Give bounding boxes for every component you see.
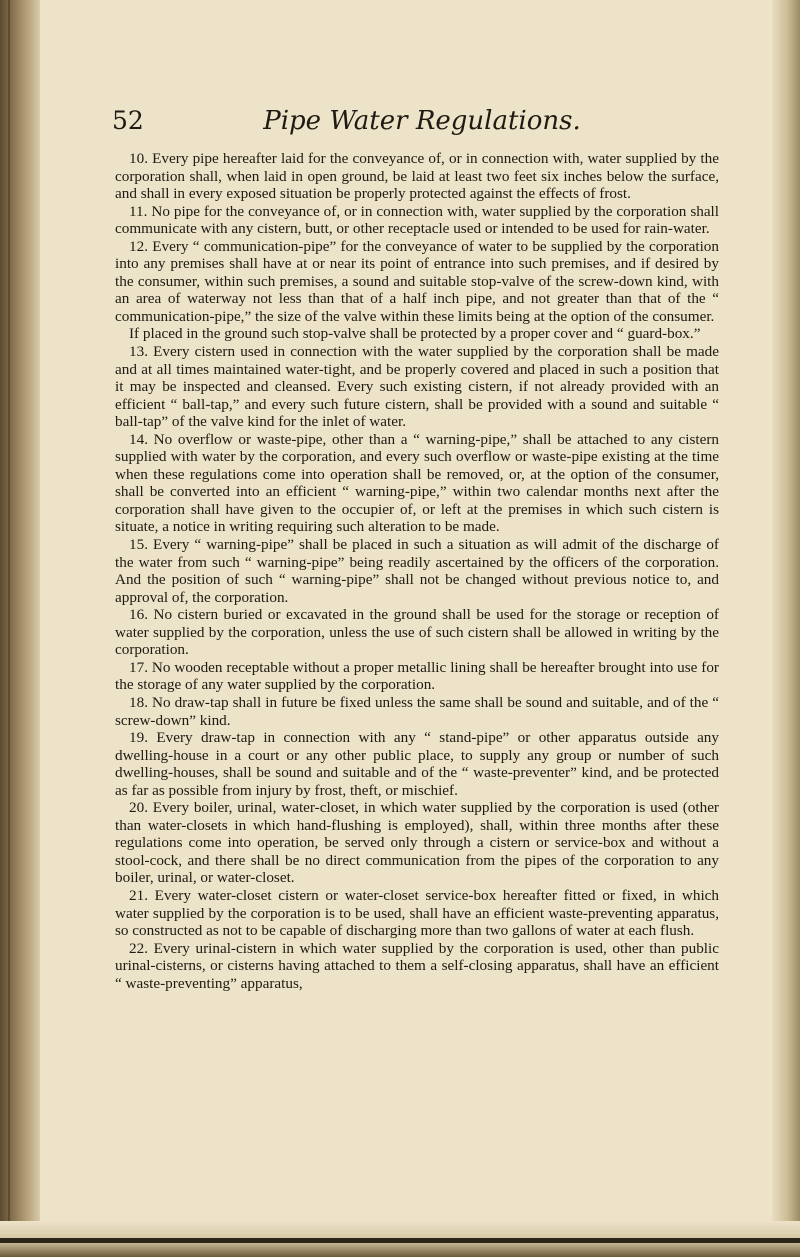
regulation-21: 21. Every water-closet cistern or water-closet service-box hereafter fitted or fixed, in which water supplied by the corporation is to be used, shall have an efficient waste-preventing apparatus, so constructed as not to be capable of discharging more than two gallons of water at each flush. — [115, 886, 719, 940]
regulation-14: 14. No overflow or waste-pipe, other than a “ warning-pipe,” shall be attached to any cistern supplied with water by the corporation, and every such overflow or waste-pipe existing at the time when these regulations come into operation shall be removed, or, at the option of the consumer, shall be converted into an efficient “ warning-pipe,” within two calendar months next after the corporation shall have given to the occupier of, or left at the premises in which such cistern is situate, a notice in writing requiring such alteration to be made. — [115, 430, 719, 536]
regulation-19: 19. Every draw-tap in connection with any “ stand-pipe” or other apparatus outside any dwelling-house in a court or any other public place, to supply any group or number of such dwelling-houses, shall be sound and suitable and of the “ waste-preventer” kind, and be protected as far as possible from injury by frost, theft, or mischief. — [115, 729, 719, 799]
bottom-divider — [0, 1238, 800, 1243]
regulation-22: 22. Every urinal-cistern in which water supplied by the corporation is used, other than public urinal-cisterns, or cisterns having attached to them a self-closing apparatus, shall have an efficient “ waste-preventing” apparatus, — [115, 939, 719, 992]
regulations-text — [115, 150, 719, 992]
page-number: 52 — [112, 106, 144, 135]
regulation-18: 18. No draw-tap shall in future be fixed unless the same shall be sound and suitable, and of the “ screw-down” kind. — [115, 693, 719, 729]
book-binding — [0, 0, 40, 1257]
regulation-17: 17. No wooden receptable without a proper metallic lining shall be hereafter brought into use for the storage of any water supplied by the corporation. — [115, 658, 719, 694]
regulation-15: 15. Every “ warning-pipe” shall be placed in such a situation as will admit of the discharge of the water from such “ warning-pipe” being readily ascertained by the officers of the corporation. And the position of such “ warning-pipe” shall not be changed without previous notice to, and approval of, the corporation. — [115, 536, 719, 606]
page-header — [112, 104, 732, 140]
regulation-12: 12. Every “ communication-pipe” for the conveyance of water to be supplied by the corporation into any premises shall have at or near its point of entrance into such premises, and if desired by the consumer, within such premises, a sound and suitable stop-valve of the screw-down kind, with an area of waterway not less than that of a half inch pipe, and not greater than that of the “ communication-pipe,” the size of the valve within these limits being at the option of the consumer. — [115, 237, 719, 325]
regulation-11: 11. No pipe for the conveyance of, or in connection with, water supplied by the corporation shall communicate with any cistern, butt, or other receptacle used or intended to be used for rain-water. — [115, 202, 719, 238]
regulation-12-continued: If placed in the ground such stop-valve shall be protected by a proper cover and “ guard-box.” — [129, 325, 701, 343]
regulation-20: 20. Every boiler, urinal, water-closet, in which water supplied by the corporation is used (other than water-closets in which hand-flushing is employed), shall, within three months after these regulations come into operation, be served only through a cistern or service-box and without a stool-cock, and there shall be no direct communication from the pipes of the corporation to any boiler, urinal, or water-closet. — [115, 799, 719, 887]
regulation-13: 13. Every cistern used in connection with the water supplied by the corporation shall be made and at all times maintained water-tight, and be properly covered and placed in such a position that it may be inspected and cleansed. Every such existing cistern, if not already provided with an efficient “ ball-tap,” and every such future cistern, shall be provided with a sound and suitable “ ball-tap” of the valve kind for the inlet of water. — [115, 343, 719, 431]
regulation-10: 10. Every pipe hereafter laid for the conveyance of, or in connection with, water supplied by the corporation shall, when laid in open ground, be laid at least two feet six inches below the surface, and shall in every exposed situation be properly protected against the effects of frost. — [115, 150, 719, 203]
running-title: Pipe Water Regulations. — [263, 106, 581, 136]
page-edge-shadow — [772, 0, 800, 1257]
regulation-16: 16. No cistern buried or excavated in the ground shall be used for the storage or reception of water supplied by the corporation, unless the use of such cistern shall be allowed in writing by the corporation. — [115, 606, 719, 659]
